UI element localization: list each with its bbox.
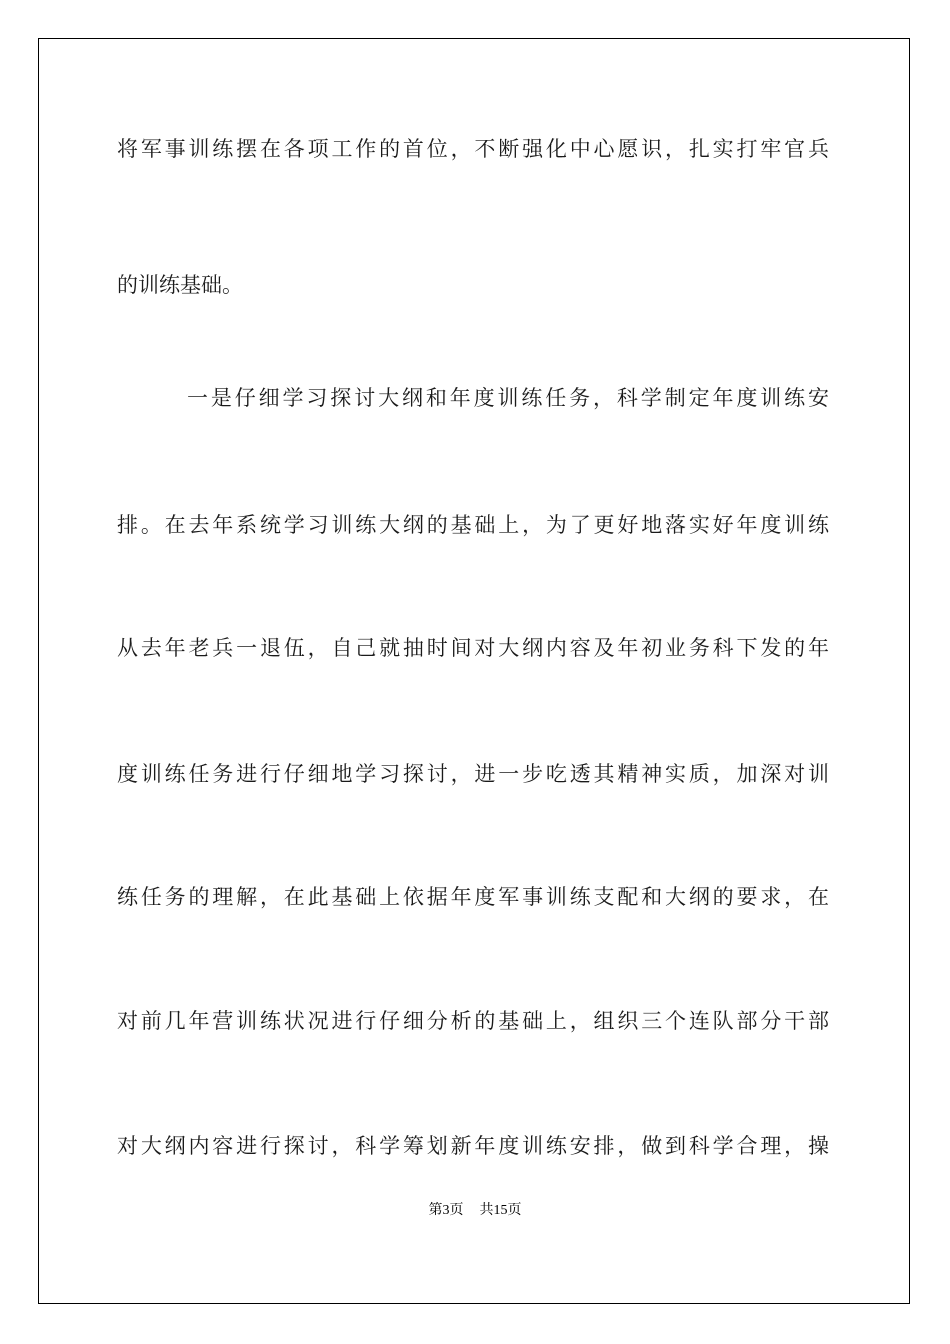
body-line-2: 的训练基础。 [117,273,243,297]
body-line-7: 练任务的理解，在此基础上依据年度军事训练支配和大纲的要求，在 [117,885,829,909]
body-line-1: 将军事训练摆在各项工作的首位，不断强化中心愿识，扎实打牢官兵 [117,137,829,161]
body-line-3: 一是仔细学习探讨大纲和年度训练任务，科学制定年度训练安 [187,386,829,410]
page-total: 共15页 [479,1203,522,1218]
body-line-9: 对大纲内容进行探讨，科学筹划新年度训练安排，做到科学合理，操 [117,1134,829,1158]
page-footer [0,1199,950,1219]
page-frame [38,38,910,1304]
body-line-6: 度训练任务进行仔细地学习探讨，进一步吃透其精神实质，加深对训 [117,762,829,786]
body-line-4: 排。在去年系统学习训练大纲的基础上，为了更好地落实好年度训练 [117,513,829,537]
body-line-5: 从去年老兵一退伍，自己就抽时间对大纲内容及年初业务科下发的年 [117,636,829,660]
body-line-8: 对前几年营训练状况进行仔细分析的基础上，组织三个连队部分干部 [117,1009,829,1033]
page-number: 第3页 [428,1203,464,1218]
